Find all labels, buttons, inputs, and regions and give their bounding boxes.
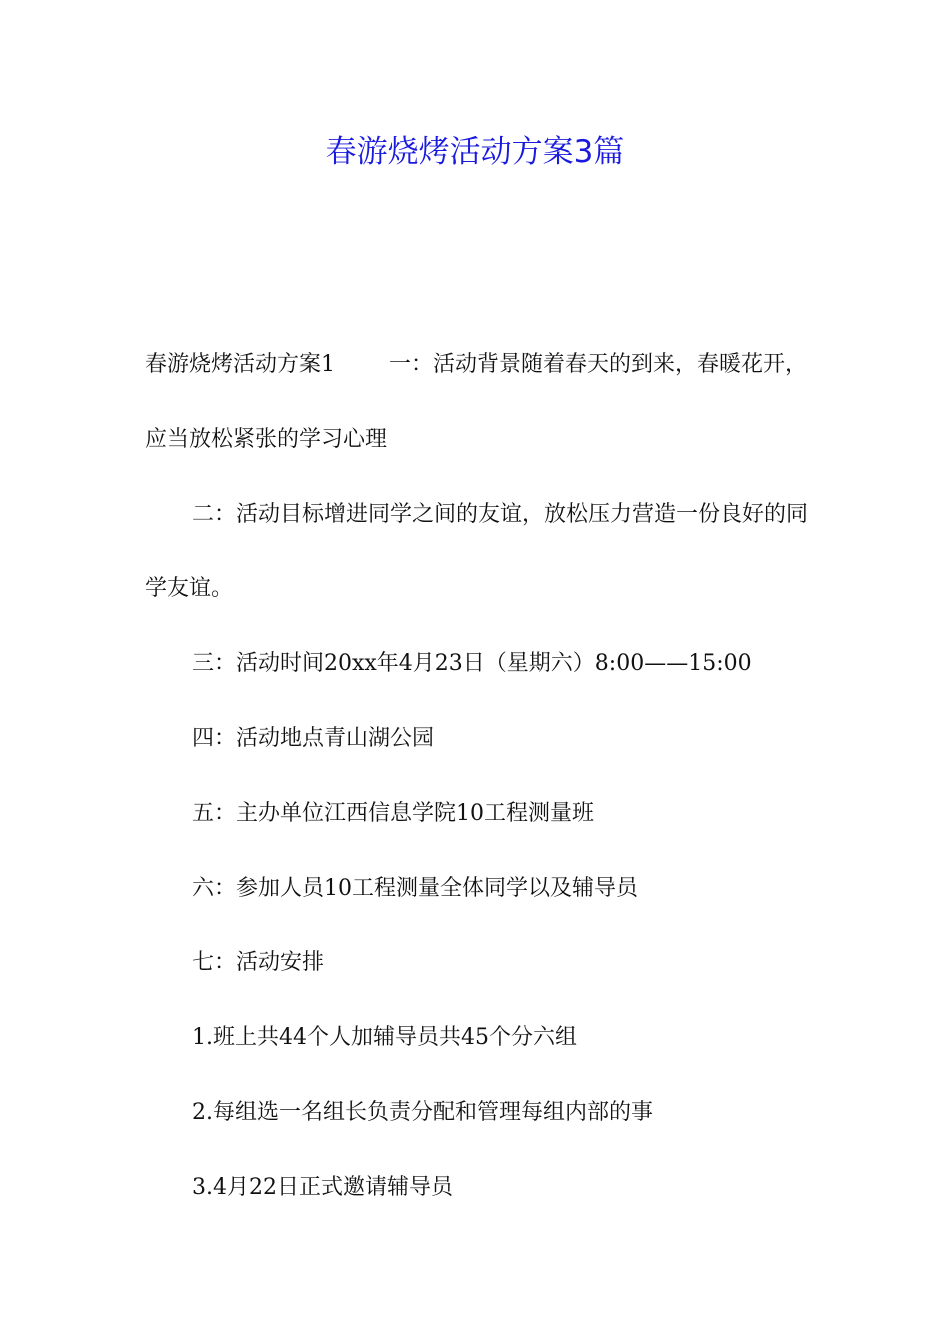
list-item-3: 3.4月22日正式邀请辅导员 (192, 1174, 453, 1200)
document-title: 春游烧烤活动方案3篇 (325, 134, 625, 170)
list-item-2: 2.每组选一名组长负责分配和管理每组内部的事 (192, 1099, 653, 1125)
list-item-1: 1.班上共44个人加辅导员共45个分六组 (192, 1025, 577, 1051)
document-body (145, 328, 810, 1226)
paragraph-participants: 六：参加人员10工程测量全体同学以及辅导员 (192, 875, 638, 901)
intro-rest: 一：活动背景随着春天的到来，春暖花开，应当放松紧张的学习心理 (145, 352, 808, 452)
paragraph-arrangement: 七：活动安排 (192, 950, 325, 976)
paragraph-organizer: 五：主办单位江西信息学院10工程测量班 (192, 800, 594, 826)
intro-lead: 春游烧烤活动方案1 (145, 352, 335, 377)
intro-paragraph (145, 328, 810, 478)
paragraph-goal: 二：活动目标增进同学之间的友谊，放松压力营造一份良好的同学友谊。 (145, 501, 809, 602)
paragraph-time: 三：活动时间20xx年4月23日（星期六）8:00——15:00 (192, 651, 752, 677)
paragraph-location: 四：活动地点青山湖公园 (192, 725, 435, 751)
